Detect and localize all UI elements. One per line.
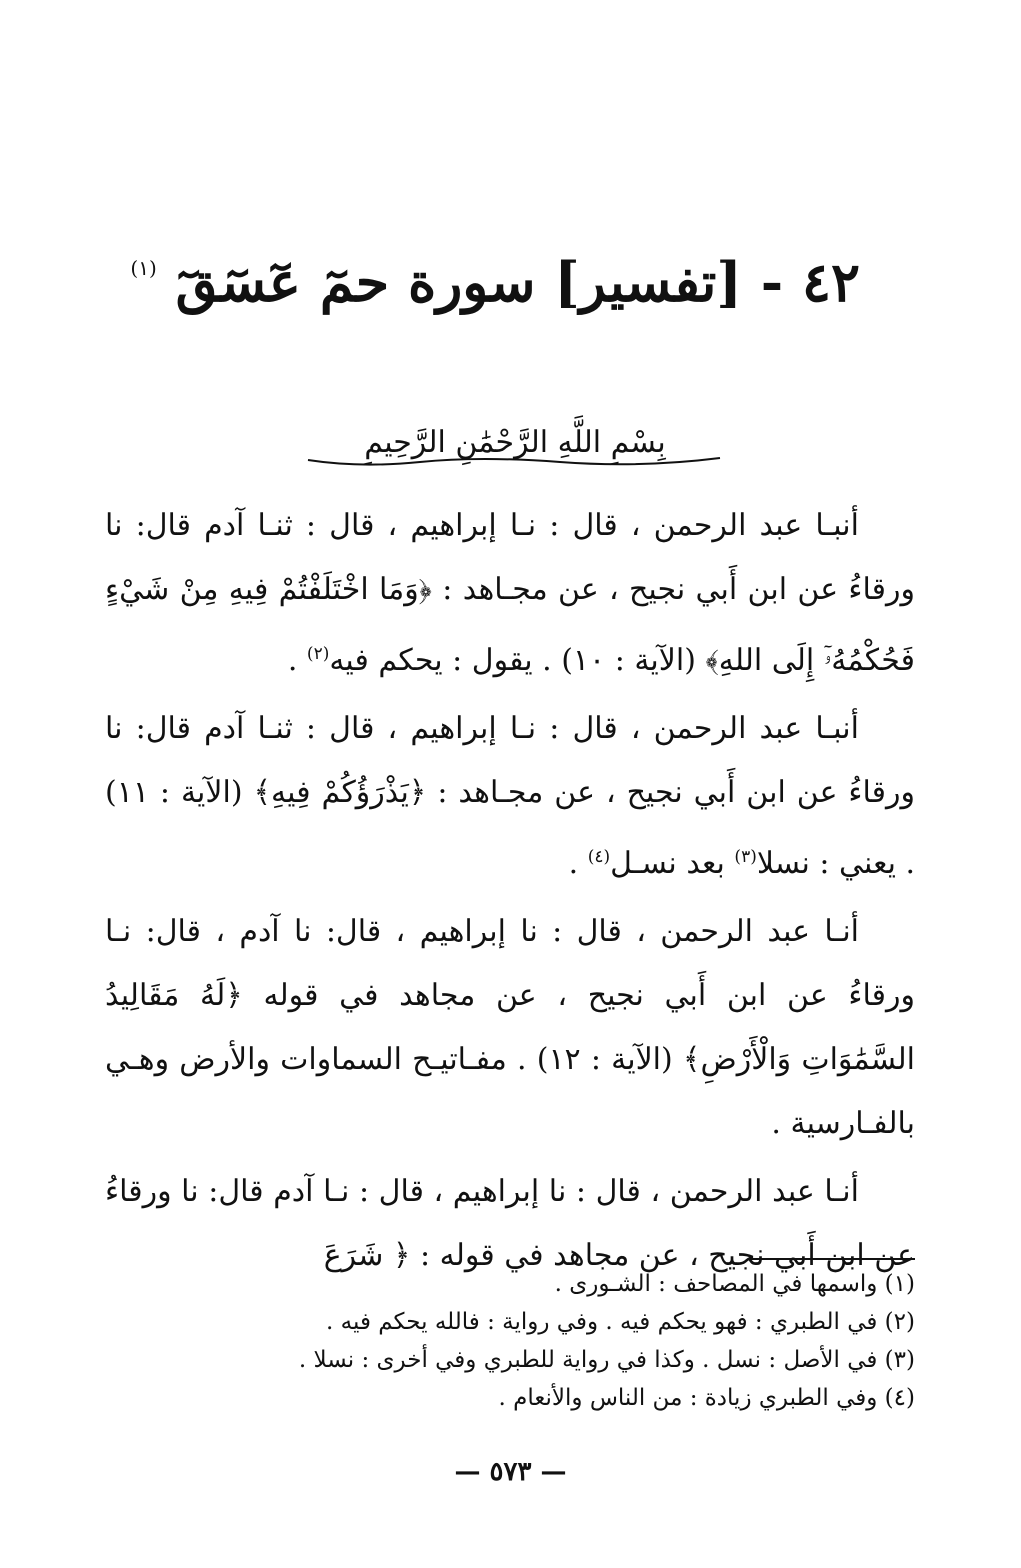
paragraph-text: أنبـا عبد الرحمن ، قال : نـا إبراهيم ، قال : ثنـا آدم قال: نا ورقاءُ عن ابن أَبي نجيح ، عن مجـاهد : ﴿يَذْرَؤُكُمْ فِيهِ﴾ (الآية : ١١) . يعني : نسلا (105, 711, 915, 881)
paragraph-tail: . (568, 846, 588, 881)
commentary-body (105, 494, 915, 1290)
basmala-text: بِسْمِ اللَّهِ الرَّحْمَٰنِ الرَّحِيمِ (364, 425, 666, 460)
surah-title (130, 250, 860, 315)
footnote: (١) واسمها في المصاحف : الشـورى . (554, 1271, 915, 1297)
surah-title-text: ٤٢ - [تفسير] سورة حمٓ عٓسٓقٓ (175, 250, 860, 314)
paragraph-text: أنـا عبد الرحمن ، قال : نا إبراهيم ، قال: نا آدم ، قال: نـا ورقاءُ عن ابن أَبي نجيح ، عن مجاهد في قوله ﴿لَهُ مَقَالِيدُ السَّمَٰوَاتِ وَالْأَرْضِ﴾ (الآية : ١٢) . مفـاتيـح السماوات والأرض وهـي بالفـارسية . (105, 914, 915, 1141)
footnote-mark: (٤) (587, 847, 611, 867)
paragraph (105, 697, 915, 896)
footnote: (٤) وفي الطبري زيادة : من الناس والأنعام . (498, 1385, 915, 1411)
footnote: (٣) في الأصل : نسل . وكذا في رواية للطبري وفي أخرى : نسلا . (298, 1347, 915, 1373)
paragraph (105, 494, 915, 693)
paragraph-text: أنبـا عبد الرحمن ، قال : نـا إبراهيم ، قال : ثنـا آدم قال: نا ورقاءُ عن ابن أَبي نجيح ، عن مجـاهد : ﴿وَمَا اخْتَلَفْتُمْ فِيهِ مِنْ شَيْءٍ فَحُكْمُهُۥٓ إِلَى اللهِ﴾ (الآية : ١٠) . يقول : يحكم فيه (105, 508, 915, 678)
paragraph-text: أنـا عبد الرحمن ، قال : نا إبراهيم ، قال : نـا آدم قال: نا ورقاءُ عن ابن أَبي نجيح ، عن مجاهد في قوله : ﴿ شَرَعَ (105, 1174, 915, 1273)
paragraph-middle: بعد نسـل (610, 846, 735, 881)
page-number: — ٥٧٣ — (454, 1457, 567, 1487)
footnote-mark: (٣) (734, 847, 757, 867)
footnote-mark: (٢) (306, 644, 330, 664)
footnotes (105, 1265, 915, 1417)
paragraph-tail: . (287, 643, 307, 678)
footnote: (٢) في الطبري : فهو يحكم فيه . وفي رواية : فالله يحكم فيه . (326, 1309, 915, 1335)
footnote-separator (751, 1258, 915, 1260)
title-footnote-mark: (١) (130, 256, 157, 280)
paragraph (105, 900, 915, 1156)
basmala-calligraphy (300, 408, 730, 478)
